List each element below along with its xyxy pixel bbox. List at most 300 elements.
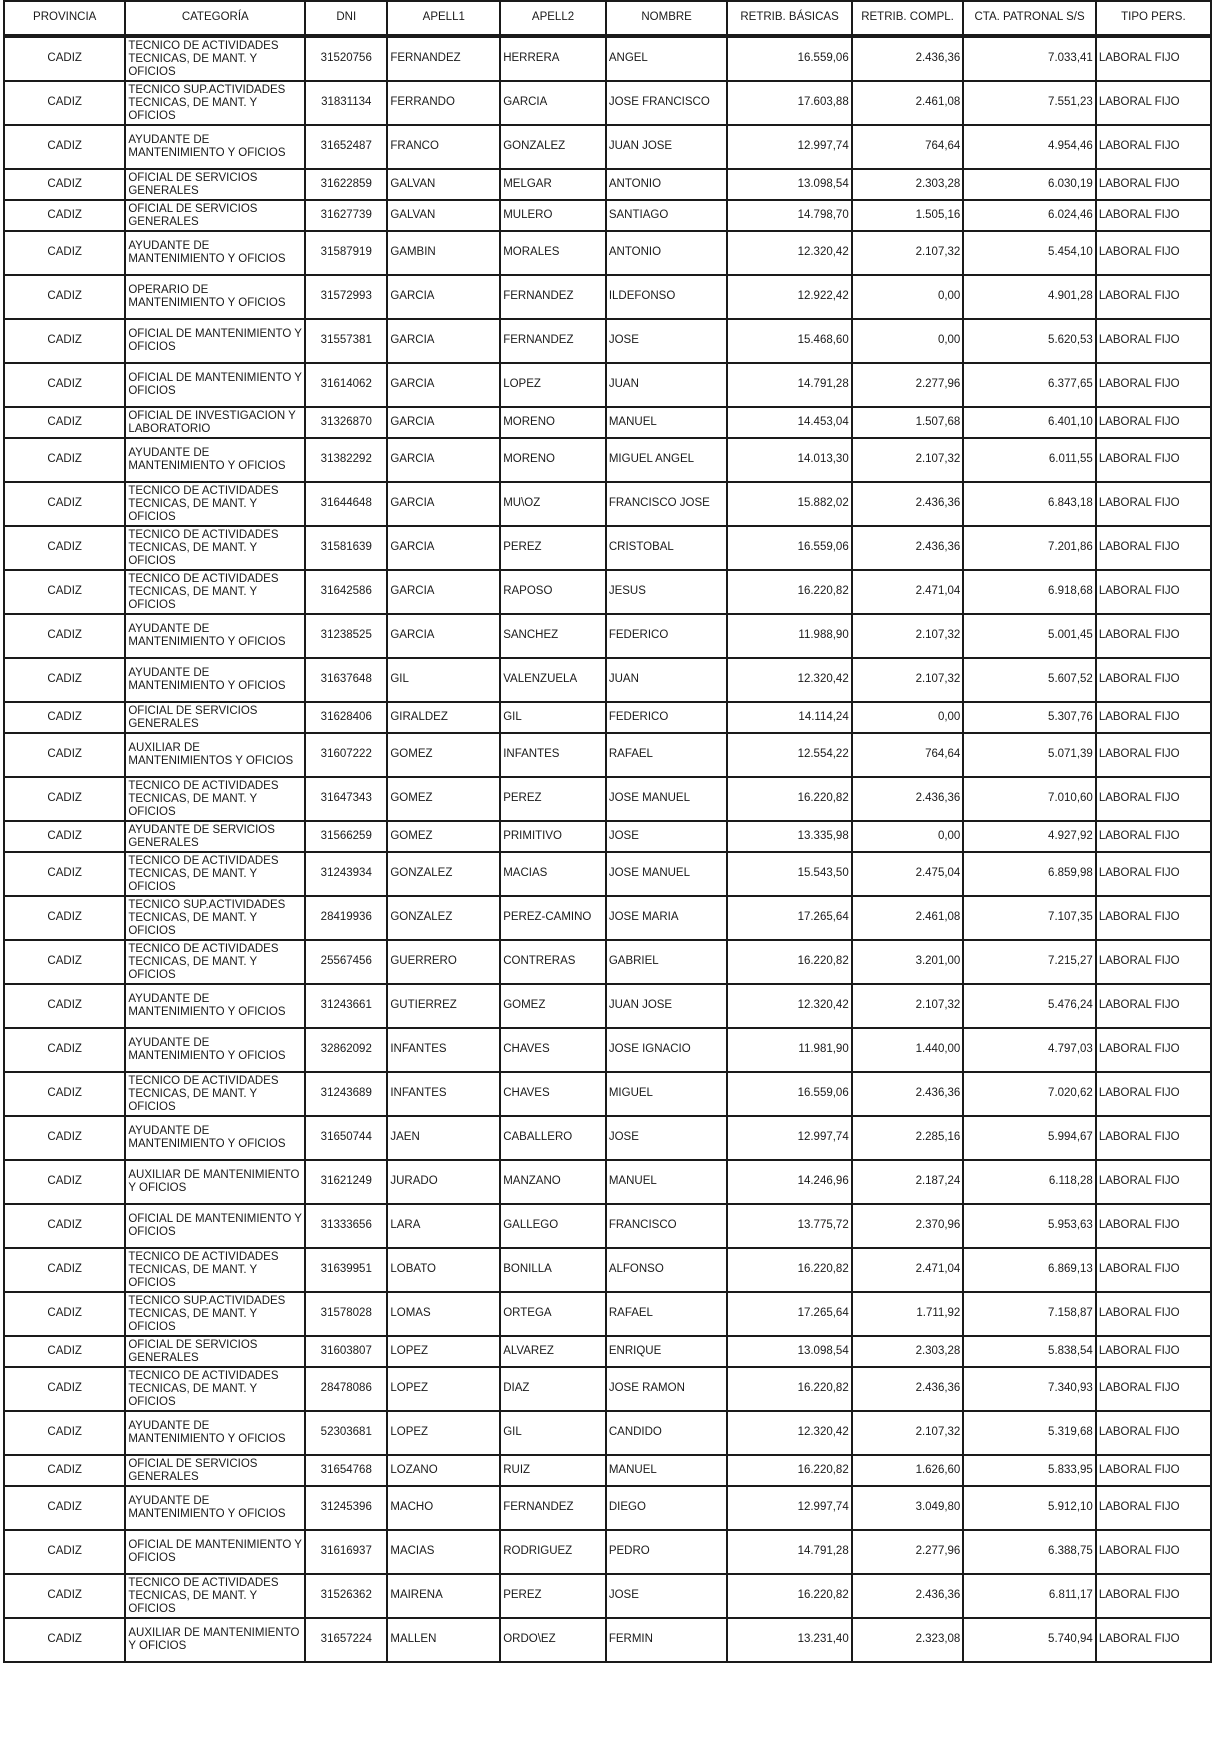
nombre-cell: GABRIEL xyxy=(606,940,728,984)
categoria-cell: TECNICO DE ACTIVIDADES TECNICAS, DE MANT. Y OFICIOS xyxy=(125,777,305,821)
tipo-pers-cell: LABORAL FIJO xyxy=(1096,614,1211,658)
nombre-cell: JOSE xyxy=(606,1574,728,1618)
dni-cell: 31639951 xyxy=(305,1248,387,1292)
cta-patronal-cell: 5.994,67 xyxy=(963,1116,1095,1160)
nombre-cell: FRANCISCO xyxy=(606,1204,728,1248)
apell1-cell: GARCIA xyxy=(387,407,500,438)
tipo-pers-cell: LABORAL FIJO xyxy=(1096,1336,1211,1367)
provincia-cell: CADIZ xyxy=(4,36,125,81)
apell1-cell: LOPEZ xyxy=(387,1367,500,1411)
provincia-cell: CADIZ xyxy=(4,169,125,200)
apell1-cell: GARCIA xyxy=(387,614,500,658)
dni-cell: 31652487 xyxy=(305,125,387,169)
retrib-compl-cell: 2.461,08 xyxy=(852,896,964,940)
categoria-cell: TECNICO DE ACTIVIDADES TECNICAS, DE MANT. Y OFICIOS xyxy=(125,940,305,984)
dni-cell: 31616937 xyxy=(305,1530,387,1574)
apell2-cell: ORDO\EZ xyxy=(500,1618,606,1662)
apell2-cell: MORENO xyxy=(500,438,606,482)
tipo-pers-cell: LABORAL FIJO xyxy=(1096,319,1211,363)
apell1-cell: JURADO xyxy=(387,1160,500,1204)
cta-patronal-cell: 7.033,41 xyxy=(963,36,1095,81)
retrib-basicas-cell: 16.559,06 xyxy=(727,36,851,81)
nombre-cell: FEDERICO xyxy=(606,614,728,658)
apell1-cell: GONZALEZ xyxy=(387,896,500,940)
nombre-cell: JOSE RAMON xyxy=(606,1367,728,1411)
categoria-cell: AYUDANTE DE MANTENIMIENTO Y OFICIOS xyxy=(125,1486,305,1530)
retrib-compl-cell: 0,00 xyxy=(852,275,964,319)
tipo-pers-cell: LABORAL FIJO xyxy=(1096,702,1211,733)
provincia-cell: CADIZ xyxy=(4,200,125,231)
provincia-cell: CADIZ xyxy=(4,275,125,319)
table-row xyxy=(4,1530,1211,1574)
tipo-pers-cell: LABORAL FIJO xyxy=(1096,1367,1211,1411)
provincia-cell: CADIZ xyxy=(4,658,125,702)
cta-patronal-cell: 5.740,94 xyxy=(963,1618,1095,1662)
tipo-pers-cell: LABORAL FIJO xyxy=(1096,658,1211,702)
retrib-basicas-cell: 16.220,82 xyxy=(727,940,851,984)
tipo-pers-cell: LABORAL FIJO xyxy=(1096,526,1211,570)
retrib-basicas-cell: 12.997,74 xyxy=(727,125,851,169)
categoria-cell: OFICIAL DE SERVICIOS GENERALES xyxy=(125,200,305,231)
retrib-compl-cell: 2.277,96 xyxy=(852,1530,964,1574)
table-row xyxy=(4,36,1211,81)
apell1-cell: GARCIA xyxy=(387,438,500,482)
nombre-cell: FERMIN xyxy=(606,1618,728,1662)
retrib-basicas-cell: 15.543,50 xyxy=(727,852,851,896)
categoria-cell: TECNICO DE ACTIVIDADES TECNICAS, DE MANT. Y OFICIOS xyxy=(125,570,305,614)
categoria-cell: AYUDANTE DE MANTENIMIENTO Y OFICIOS xyxy=(125,1411,305,1455)
cta-patronal-cell: 5.476,24 xyxy=(963,984,1095,1028)
table-row xyxy=(4,984,1211,1028)
apell2-cell: CHAVES xyxy=(500,1072,606,1116)
provincia-cell: CADIZ xyxy=(4,1116,125,1160)
retrib-basicas-cell: 16.220,82 xyxy=(727,1455,851,1486)
retrib-compl-cell: 2.277,96 xyxy=(852,363,964,407)
provincia-cell: CADIZ xyxy=(4,1574,125,1618)
retrib-basicas-cell: 12.997,74 xyxy=(727,1116,851,1160)
nombre-cell: SANTIAGO xyxy=(606,200,728,231)
apell2-cell: PEREZ xyxy=(500,1574,606,1618)
nombre-cell: PEDRO xyxy=(606,1530,728,1574)
table-row xyxy=(4,1618,1211,1662)
tipo-pers-cell: LABORAL FIJO xyxy=(1096,125,1211,169)
apell2-cell: PRIMITIVO xyxy=(500,821,606,852)
retrib-basicas-cell: 16.559,06 xyxy=(727,526,851,570)
cta-patronal-cell: 7.551,23 xyxy=(963,81,1095,125)
cta-patronal-cell: 6.843,18 xyxy=(963,482,1095,526)
cta-patronal-cell: 5.319,68 xyxy=(963,1411,1095,1455)
tipo-pers-cell: LABORAL FIJO xyxy=(1096,1116,1211,1160)
tipo-pers-cell: LABORAL FIJO xyxy=(1096,1455,1211,1486)
tipo-pers-cell: LABORAL FIJO xyxy=(1096,363,1211,407)
categoria-cell: TECNICO DE ACTIVIDADES TECNICAS, DE MANT. Y OFICIOS xyxy=(125,1072,305,1116)
header-dni: DNI xyxy=(305,1,387,36)
table-row xyxy=(4,1160,1211,1204)
apell2-cell: RAPOSO xyxy=(500,570,606,614)
categoria-cell: TECNICO SUP.ACTIVIDADES TECNICAS, DE MANT. Y OFICIOS xyxy=(125,1292,305,1336)
apell2-cell: ORTEGA xyxy=(500,1292,606,1336)
header-provincia: PROVINCIA xyxy=(4,1,125,36)
retrib-compl-cell: 2.370,96 xyxy=(852,1204,964,1248)
retrib-basicas-cell: 13.335,98 xyxy=(727,821,851,852)
cta-patronal-cell: 5.607,52 xyxy=(963,658,1095,702)
nombre-cell: JOSE MARIA xyxy=(606,896,728,940)
categoria-cell: AUXILIAR DE MANTENIMIENTOS Y OFICIOS xyxy=(125,733,305,777)
provincia-cell: CADIZ xyxy=(4,482,125,526)
tipo-pers-cell: LABORAL FIJO xyxy=(1096,407,1211,438)
cta-patronal-cell: 4.901,28 xyxy=(963,275,1095,319)
categoria-cell: AUXILIAR DE MANTENIMIENTO Y OFICIOS xyxy=(125,1618,305,1662)
retrib-compl-cell: 2.107,32 xyxy=(852,231,964,275)
provincia-cell: CADIZ xyxy=(4,1336,125,1367)
dni-cell: 31520756 xyxy=(305,36,387,81)
tipo-pers-cell: LABORAL FIJO xyxy=(1096,81,1211,125)
retrib-basicas-cell: 15.468,60 xyxy=(727,319,851,363)
dni-cell: 31621249 xyxy=(305,1160,387,1204)
apell1-cell: FRANCO xyxy=(387,125,500,169)
retrib-compl-cell: 764,64 xyxy=(852,733,964,777)
cta-patronal-cell: 7.020,62 xyxy=(963,1072,1095,1116)
retrib-compl-cell: 0,00 xyxy=(852,702,964,733)
retrib-compl-cell: 1.507,68 xyxy=(852,407,964,438)
apell1-cell: GARCIA xyxy=(387,275,500,319)
apell1-cell: GUERRERO xyxy=(387,940,500,984)
provincia-cell: CADIZ xyxy=(4,363,125,407)
categoria-cell: AYUDANTE DE MANTENIMIENTO Y OFICIOS xyxy=(125,658,305,702)
tipo-pers-cell: LABORAL FIJO xyxy=(1096,777,1211,821)
retrib-basicas-cell: 13.098,54 xyxy=(727,1336,851,1367)
dni-cell: 52303681 xyxy=(305,1411,387,1455)
dni-cell: 32862092 xyxy=(305,1028,387,1072)
apell1-cell: LOPEZ xyxy=(387,1336,500,1367)
tipo-pers-cell: LABORAL FIJO xyxy=(1096,733,1211,777)
table-row xyxy=(4,1072,1211,1116)
categoria-cell: AYUDANTE DE MANTENIMIENTO Y OFICIOS xyxy=(125,1116,305,1160)
tipo-pers-cell: LABORAL FIJO xyxy=(1096,1028,1211,1072)
dni-cell: 31628406 xyxy=(305,702,387,733)
cta-patronal-cell: 7.158,87 xyxy=(963,1292,1095,1336)
nombre-cell: JOSE MANUEL xyxy=(606,777,728,821)
retrib-compl-cell: 2.436,36 xyxy=(852,36,964,81)
nombre-cell: ANTONIO xyxy=(606,231,728,275)
nombre-cell: MANUEL xyxy=(606,407,728,438)
categoria-cell: TECNICO DE ACTIVIDADES TECNICAS, DE MANT. Y OFICIOS xyxy=(125,36,305,81)
retrib-compl-cell: 2.475,04 xyxy=(852,852,964,896)
apell1-cell: MAIRENA xyxy=(387,1574,500,1618)
table-row xyxy=(4,319,1211,363)
cta-patronal-cell: 6.388,75 xyxy=(963,1530,1095,1574)
retrib-basicas-cell: 14.013,30 xyxy=(727,438,851,482)
dni-cell: 31238525 xyxy=(305,614,387,658)
retrib-compl-cell: 3.049,80 xyxy=(852,1486,964,1530)
table-body xyxy=(4,36,1211,1662)
table-row xyxy=(4,1411,1211,1455)
provincia-cell: CADIZ xyxy=(4,940,125,984)
dni-cell: 31243689 xyxy=(305,1072,387,1116)
retrib-compl-cell: 2.285,16 xyxy=(852,1116,964,1160)
nombre-cell: ANGEL xyxy=(606,36,728,81)
dni-cell: 31650744 xyxy=(305,1116,387,1160)
cta-patronal-cell: 5.620,53 xyxy=(963,319,1095,363)
provincia-cell: CADIZ xyxy=(4,1486,125,1530)
retrib-basicas-cell: 13.098,54 xyxy=(727,169,851,200)
apell1-cell: FERRANDO xyxy=(387,81,500,125)
categoria-cell: OFICIAL DE SERVICIOS GENERALES xyxy=(125,702,305,733)
nombre-cell: FRANCISCO JOSE xyxy=(606,482,728,526)
dni-cell: 31644648 xyxy=(305,482,387,526)
provincia-cell: CADIZ xyxy=(4,733,125,777)
provincia-cell: CADIZ xyxy=(4,1530,125,1574)
table-row xyxy=(4,821,1211,852)
apell2-cell: MACIAS xyxy=(500,852,606,896)
cta-patronal-cell: 6.011,55 xyxy=(963,438,1095,482)
retrib-compl-cell: 764,64 xyxy=(852,125,964,169)
retrib-compl-cell: 2.436,36 xyxy=(852,526,964,570)
tipo-pers-cell: LABORAL FIJO xyxy=(1096,1411,1211,1455)
provincia-cell: CADIZ xyxy=(4,984,125,1028)
nombre-cell: JOSE IGNACIO xyxy=(606,1028,728,1072)
table-row xyxy=(4,1204,1211,1248)
retrib-basicas-cell: 16.220,82 xyxy=(727,1248,851,1292)
retrib-basicas-cell: 13.231,40 xyxy=(727,1618,851,1662)
nombre-cell: MIGUEL xyxy=(606,1072,728,1116)
provincia-cell: CADIZ xyxy=(4,81,125,125)
retrib-compl-cell: 2.436,36 xyxy=(852,482,964,526)
apell1-cell: GOMEZ xyxy=(387,777,500,821)
dni-cell: 31603807 xyxy=(305,1336,387,1367)
dni-cell: 31622859 xyxy=(305,169,387,200)
table-row xyxy=(4,852,1211,896)
categoria-cell: AYUDANTE DE MANTENIMIENTO Y OFICIOS xyxy=(125,231,305,275)
retrib-basicas-cell: 16.559,06 xyxy=(727,1072,851,1116)
nombre-cell: RAFAEL xyxy=(606,733,728,777)
cta-patronal-cell: 6.859,98 xyxy=(963,852,1095,896)
tipo-pers-cell: LABORAL FIJO xyxy=(1096,1072,1211,1116)
apell2-cell: DIAZ xyxy=(500,1367,606,1411)
table-row xyxy=(4,702,1211,733)
tipo-pers-cell: LABORAL FIJO xyxy=(1096,896,1211,940)
categoria-cell: AYUDANTE DE MANTENIMIENTO Y OFICIOS xyxy=(125,984,305,1028)
apell2-cell: CONTRERAS xyxy=(500,940,606,984)
retrib-basicas-cell: 11.988,90 xyxy=(727,614,851,658)
tipo-pers-cell: LABORAL FIJO xyxy=(1096,1248,1211,1292)
categoria-cell: TECNICO DE ACTIVIDADES TECNICAS, DE MANT. Y OFICIOS xyxy=(125,1367,305,1411)
retrib-basicas-cell: 16.220,82 xyxy=(727,570,851,614)
table-row xyxy=(4,275,1211,319)
categoria-cell: OFICIAL DE SERVICIOS GENERALES xyxy=(125,1455,305,1486)
apell2-cell: MU\OZ xyxy=(500,482,606,526)
tipo-pers-cell: LABORAL FIJO xyxy=(1096,1292,1211,1336)
tipo-pers-cell: LABORAL FIJO xyxy=(1096,1618,1211,1662)
retrib-basicas-cell: 12.320,42 xyxy=(727,1411,851,1455)
apell2-cell: ALVAREZ xyxy=(500,1336,606,1367)
retrib-compl-cell: 1.440,00 xyxy=(852,1028,964,1072)
tipo-pers-cell: LABORAL FIJO xyxy=(1096,852,1211,896)
apell1-cell: INFANTES xyxy=(387,1028,500,1072)
tipo-pers-cell: LABORAL FIJO xyxy=(1096,1574,1211,1618)
retrib-compl-cell: 2.436,36 xyxy=(852,1072,964,1116)
retrib-basicas-cell: 15.882,02 xyxy=(727,482,851,526)
apell2-cell: SANCHEZ xyxy=(500,614,606,658)
nombre-cell: ILDEFONSO xyxy=(606,275,728,319)
cta-patronal-cell: 5.833,95 xyxy=(963,1455,1095,1486)
retrib-compl-cell: 2.436,36 xyxy=(852,1367,964,1411)
apell2-cell: PEREZ-CAMINO xyxy=(500,896,606,940)
table-row xyxy=(4,482,1211,526)
retrib-basicas-cell: 16.220,82 xyxy=(727,777,851,821)
dni-cell: 31243934 xyxy=(305,852,387,896)
retrib-basicas-cell: 12.320,42 xyxy=(727,658,851,702)
nombre-cell: ALFONSO xyxy=(606,1248,728,1292)
cta-patronal-cell: 5.307,76 xyxy=(963,702,1095,733)
table-row xyxy=(4,733,1211,777)
cta-patronal-cell: 6.377,65 xyxy=(963,363,1095,407)
apell1-cell: LOMAS xyxy=(387,1292,500,1336)
dni-cell: 31654768 xyxy=(305,1455,387,1486)
nombre-cell: ANTONIO xyxy=(606,169,728,200)
categoria-cell: AYUDANTE DE MANTENIMIENTO Y OFICIOS xyxy=(125,125,305,169)
apell1-cell: LOZANO xyxy=(387,1455,500,1486)
provincia-cell: CADIZ xyxy=(4,821,125,852)
header-nombre: NOMBRE xyxy=(606,1,728,36)
table-row xyxy=(4,658,1211,702)
header-retrib-compl: RETRIB. COMPL. xyxy=(852,1,964,36)
categoria-cell: AYUDANTE DE MANTENIMIENTO Y OFICIOS xyxy=(125,614,305,658)
tipo-pers-cell: LABORAL FIJO xyxy=(1096,275,1211,319)
cta-patronal-cell: 6.869,13 xyxy=(963,1248,1095,1292)
dni-cell: 31578028 xyxy=(305,1292,387,1336)
tipo-pers-cell: LABORAL FIJO xyxy=(1096,984,1211,1028)
tipo-pers-cell: LABORAL FIJO xyxy=(1096,570,1211,614)
provincia-cell: CADIZ xyxy=(4,1411,125,1455)
apell2-cell: LOPEZ xyxy=(500,363,606,407)
retrib-compl-cell: 2.303,28 xyxy=(852,1336,964,1367)
categoria-cell: OFICIAL DE INVESTIGACION Y LABORATORIO xyxy=(125,407,305,438)
provincia-cell: CADIZ xyxy=(4,1367,125,1411)
retrib-basicas-cell: 12.554,22 xyxy=(727,733,851,777)
nombre-cell: MANUEL xyxy=(606,1160,728,1204)
cta-patronal-cell: 5.001,45 xyxy=(963,614,1095,658)
retrib-basicas-cell: 14.791,28 xyxy=(727,363,851,407)
retrib-basicas-cell: 14.246,96 xyxy=(727,1160,851,1204)
apell1-cell: LOBATO xyxy=(387,1248,500,1292)
apell1-cell: GARCIA xyxy=(387,363,500,407)
provincia-cell: CADIZ xyxy=(4,852,125,896)
retrib-compl-cell: 2.107,32 xyxy=(852,1411,964,1455)
apell1-cell: LARA xyxy=(387,1204,500,1248)
table-row xyxy=(4,614,1211,658)
tipo-pers-cell: LABORAL FIJO xyxy=(1096,940,1211,984)
table-row xyxy=(4,1292,1211,1336)
table-row xyxy=(4,1336,1211,1367)
cta-patronal-cell: 6.811,17 xyxy=(963,1574,1095,1618)
categoria-cell: TECNICO SUP.ACTIVIDADES TECNICAS, DE MANT. Y OFICIOS xyxy=(125,81,305,125)
provincia-cell: CADIZ xyxy=(4,777,125,821)
header-retrib-basicas: RETRIB. BÁSICAS xyxy=(727,1,851,36)
table-header xyxy=(4,1,1211,36)
retrib-basicas-cell: 13.775,72 xyxy=(727,1204,851,1248)
categoria-cell: OFICIAL DE SERVICIOS GENERALES xyxy=(125,169,305,200)
header-tipo-pers: TIPO PERS. xyxy=(1096,1,1211,36)
apell2-cell: FERNANDEZ xyxy=(500,1486,606,1530)
retrib-basicas-cell: 14.453,04 xyxy=(727,407,851,438)
retrib-compl-cell: 2.436,36 xyxy=(852,1574,964,1618)
categoria-cell: TECNICO DE ACTIVIDADES TECNICAS, DE MANT. Y OFICIOS xyxy=(125,482,305,526)
dni-cell: 31637648 xyxy=(305,658,387,702)
dni-cell: 31614062 xyxy=(305,363,387,407)
provincia-cell: CADIZ xyxy=(4,1028,125,1072)
categoria-cell: OFICIAL DE MANTENIMIENTO Y OFICIOS xyxy=(125,319,305,363)
tipo-pers-cell: LABORAL FIJO xyxy=(1096,438,1211,482)
apell2-cell: PEREZ xyxy=(500,526,606,570)
apell2-cell: MORALES xyxy=(500,231,606,275)
dni-cell: 31572993 xyxy=(305,275,387,319)
apell1-cell: GONZALEZ xyxy=(387,852,500,896)
apell2-cell: BONILLA xyxy=(500,1248,606,1292)
apell2-cell: FERNANDEZ xyxy=(500,275,606,319)
cta-patronal-cell: 5.454,10 xyxy=(963,231,1095,275)
tipo-pers-cell: LABORAL FIJO xyxy=(1096,821,1211,852)
cta-patronal-cell: 7.201,86 xyxy=(963,526,1095,570)
nombre-cell: RAFAEL xyxy=(606,1292,728,1336)
payroll-sheet xyxy=(3,0,1212,1663)
dni-cell: 31566259 xyxy=(305,821,387,852)
retrib-compl-cell: 2.107,32 xyxy=(852,614,964,658)
cta-patronal-cell: 6.024,46 xyxy=(963,200,1095,231)
tipo-pers-cell: LABORAL FIJO xyxy=(1096,200,1211,231)
retrib-compl-cell: 2.303,28 xyxy=(852,169,964,200)
retrib-basicas-cell: 12.320,42 xyxy=(727,984,851,1028)
categoria-cell: OFICIAL DE MANTENIMIENTO Y OFICIOS xyxy=(125,363,305,407)
apell1-cell: FERNANDEZ xyxy=(387,36,500,81)
apell2-cell: RUIZ xyxy=(500,1455,606,1486)
apell2-cell: CABALLERO xyxy=(500,1116,606,1160)
dni-cell: 31243661 xyxy=(305,984,387,1028)
table-row xyxy=(4,1455,1211,1486)
provincia-cell: CADIZ xyxy=(4,319,125,363)
retrib-basicas-cell: 12.320,42 xyxy=(727,231,851,275)
apell1-cell: GARCIA xyxy=(387,319,500,363)
categoria-cell: OFICIAL DE MANTENIMIENTO Y OFICIOS xyxy=(125,1204,305,1248)
tipo-pers-cell: LABORAL FIJO xyxy=(1096,169,1211,200)
table-row xyxy=(4,231,1211,275)
dni-cell: 31557381 xyxy=(305,319,387,363)
provincia-cell: CADIZ xyxy=(4,438,125,482)
apell1-cell: GALVAN xyxy=(387,200,500,231)
categoria-cell: AUXILIAR DE MANTENIMIENTO Y OFICIOS xyxy=(125,1160,305,1204)
apell2-cell: GIL xyxy=(500,702,606,733)
dni-cell: 31587919 xyxy=(305,231,387,275)
apell1-cell: LOPEZ xyxy=(387,1411,500,1455)
nombre-cell: JUAN xyxy=(606,658,728,702)
cta-patronal-cell: 4.927,92 xyxy=(963,821,1095,852)
apell1-cell: GARCIA xyxy=(387,570,500,614)
table-row xyxy=(4,1574,1211,1618)
header-row xyxy=(4,1,1211,36)
apell1-cell: GOMEZ xyxy=(387,733,500,777)
apell2-cell: GIL xyxy=(500,1411,606,1455)
nombre-cell: JUAN xyxy=(606,363,728,407)
categoria-cell: AYUDANTE DE SERVICIOS GENERALES xyxy=(125,821,305,852)
provincia-cell: CADIZ xyxy=(4,407,125,438)
tipo-pers-cell: LABORAL FIJO xyxy=(1096,36,1211,81)
apell2-cell: GONZALEZ xyxy=(500,125,606,169)
nombre-cell: JUAN JOSE xyxy=(606,125,728,169)
nombre-cell: JUAN JOSE xyxy=(606,984,728,1028)
retrib-compl-cell: 0,00 xyxy=(852,821,964,852)
retrib-compl-cell: 2.107,32 xyxy=(852,438,964,482)
categoria-cell: AYUDANTE DE MANTENIMIENTO Y OFICIOS xyxy=(125,438,305,482)
